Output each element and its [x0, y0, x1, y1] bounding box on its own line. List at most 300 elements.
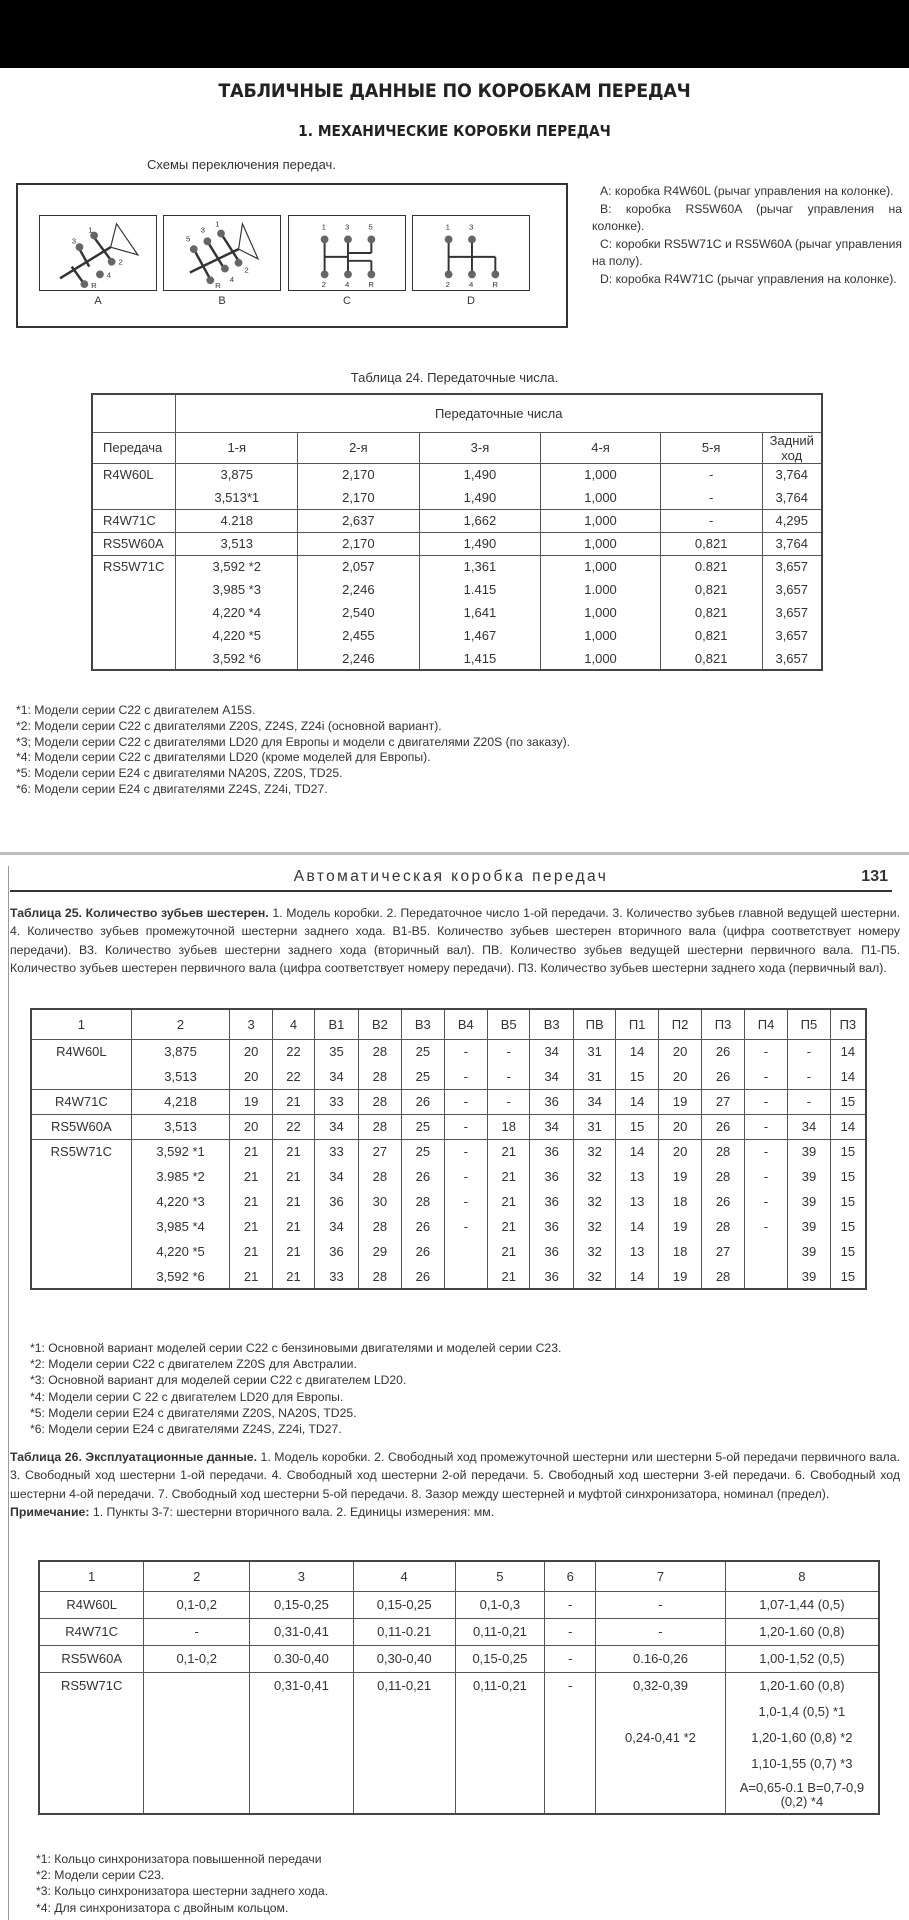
table-cell: В4: [444, 1009, 487, 1039]
svg-text:2: 2: [244, 265, 249, 275]
table-cell: 32: [573, 1139, 616, 1164]
table-cell: 26: [702, 1114, 744, 1139]
footnote: *3: Кольцо синхронизатора шестерни заднего хода.: [36, 1884, 329, 1899]
table-row: [31, 1264, 866, 1289]
table-cell: 1,000: [541, 532, 661, 555]
table-cell: 1,000: [541, 601, 661, 624]
table-header-row: [31, 1009, 866, 1039]
table-cell: 0,11-0,21: [455, 1618, 545, 1645]
table-cell: 27: [702, 1089, 744, 1114]
table-cell: 1,361: [419, 555, 541, 578]
table-cell: -: [660, 509, 762, 532]
table-cell: -: [545, 1591, 596, 1618]
table-cell: [444, 1239, 487, 1264]
table-cell: 21: [272, 1214, 314, 1239]
model-cell: [39, 1776, 144, 1814]
table-row: [92, 578, 822, 601]
legend-item: A: коробка R4W60L (рычаг управления на колонке).: [600, 184, 894, 198]
table-cell: [353, 1724, 455, 1750]
table-cell: 21: [272, 1164, 314, 1189]
table24-footnotes: [16, 703, 570, 798]
legend-item: C: коробки RS5W71C и RS5W60A (рычаг управления на полу).: [592, 236, 902, 268]
table-cell: 26: [402, 1164, 444, 1189]
table-cell: В5: [488, 1009, 530, 1039]
table-cell: 18: [658, 1189, 701, 1214]
table-cell: -: [596, 1618, 726, 1645]
table-cell: 39: [788, 1214, 830, 1239]
table-cell: 18: [488, 1114, 530, 1139]
table-cell: 21: [230, 1189, 272, 1214]
table-cell: [250, 1750, 354, 1776]
page-separator: [0, 852, 909, 855]
table-cell: 20: [658, 1064, 701, 1089]
table-cell: [545, 1776, 596, 1814]
table-cell: 13: [616, 1239, 658, 1264]
table-row: [31, 1189, 866, 1214]
page-left-edge: [8, 866, 9, 1920]
shift-diagrams-figure: [16, 183, 568, 328]
table-cell: 0,821: [660, 647, 762, 670]
table-cell: 4,218: [131, 1089, 230, 1114]
table-row: [39, 1618, 879, 1645]
table-cell: П2: [658, 1009, 701, 1039]
table-cell: 39: [788, 1164, 830, 1189]
table-cell: 19: [658, 1214, 701, 1239]
table-cell: П3: [830, 1009, 866, 1039]
table-row: [31, 1064, 866, 1089]
table-cell: 39: [788, 1189, 830, 1214]
page-number: 131: [861, 868, 888, 885]
table-cell: 0,11-0,21: [455, 1672, 545, 1698]
table26-note: 1. Пункты 3-7: шестерни вторичного вала. 2. Единицы измерения: мм.: [89, 1505, 495, 1520]
table-cell: 1,00-1,52 (0,5): [725, 1645, 879, 1672]
footnote: *2: Модели серии C23.: [36, 1868, 165, 1883]
table26-title: Таблица 26. Эксплуатационные данные.: [10, 1450, 257, 1464]
table-cell: [545, 1698, 596, 1724]
model-cell: R4W71C: [31, 1089, 131, 1114]
table-cell: 14: [616, 1089, 658, 1114]
table-cell: 27: [358, 1139, 401, 1164]
svg-text:1: 1: [88, 225, 93, 235]
group-header: Передаточные числа: [176, 394, 822, 432]
table-cell: 26: [702, 1064, 744, 1089]
table-cell: 28: [358, 1064, 401, 1089]
table-cell: 0,11-0,21: [353, 1672, 455, 1698]
table-cell: 35: [315, 1039, 358, 1064]
table-cell: 0.30-0,40: [250, 1645, 354, 1672]
table-cell: 32: [573, 1239, 616, 1264]
table-cell: -: [744, 1139, 787, 1164]
table-cell: 21: [230, 1139, 272, 1164]
table-cell: -: [744, 1039, 787, 1064]
table-cell: 0,1-0,2: [144, 1645, 250, 1672]
table-cell: 27: [702, 1239, 744, 1264]
table-cell: 28: [702, 1139, 744, 1164]
model-cell: [31, 1164, 131, 1189]
table-cell: 33: [315, 1139, 358, 1164]
page-title: ТАБЛИЧНЫЕ ДАННЫЕ ПО КОРОБКАМ ПЕРЕДАЧ: [218, 80, 691, 102]
model-cell: 1: [39, 1561, 144, 1591]
table-cell: 33: [315, 1264, 358, 1289]
table-cell: -: [444, 1214, 487, 1239]
table-cell: 26: [702, 1189, 744, 1214]
footnote: *6: Модели серии E24 с двигателями Z24S, Z24i, TD27.: [16, 781, 328, 796]
table-cell: 21: [230, 1264, 272, 1289]
table-cell: 1.000: [541, 578, 661, 601]
table-cell: 26: [402, 1264, 444, 1289]
table-cell: 0,31-0,41: [250, 1618, 354, 1645]
table-cell: 3: [230, 1009, 272, 1039]
table-cell: [744, 1264, 787, 1289]
table-cell: 3,985 *4: [131, 1214, 230, 1239]
table-cell: 3,764: [762, 532, 822, 555]
table-cell: 34: [788, 1114, 830, 1139]
table-cell: 21: [272, 1239, 314, 1264]
table-cell: 4.218: [176, 509, 298, 532]
diagram-label-c: C: [343, 295, 351, 307]
table-cell: 15: [830, 1164, 866, 1189]
shift-pattern-d-diagram: [412, 215, 530, 291]
table-cell: 20: [658, 1039, 701, 1064]
table-cell: [545, 1750, 596, 1776]
table-cell: 0.821: [660, 555, 762, 578]
table-cell: [144, 1698, 250, 1724]
table-row: [39, 1645, 879, 1672]
svg-text:2: 2: [321, 280, 327, 290]
model-cell: [31, 1064, 131, 1089]
table-cell: [455, 1750, 545, 1776]
table-cell: 1,20-1.60 (0,8): [725, 1672, 879, 1698]
table-cell: 21: [230, 1214, 272, 1239]
table-cell: 3,657: [762, 555, 822, 578]
table-cell: [744, 1239, 787, 1264]
table-cell: 4,220 *4: [176, 601, 298, 624]
model-cell: [39, 1750, 144, 1776]
table-cell: 31: [573, 1039, 616, 1064]
table-cell: 3: [250, 1561, 354, 1591]
running-header: [10, 868, 892, 892]
table-cell: 2: [131, 1009, 230, 1039]
table-row: [92, 486, 822, 509]
table26-description: Таблица 26. Эксплуатационные данные. 1. Модель коробки. 2. Свободный ход промежуточной шестерни или шестерни 5-ой передачи первичного вала. 3. Свободный ход шестерни 1-ой передачи. 4. Свободный ход шестерни 2-ой передачи. 5. Свободный ход шестерни 3-ей передачи. 6. Свободный ход шестерни 4-ой передачи. 7. Свободный ход шестерни 5-ой передачи. 8. Зазор между шестерней и муфтой синхронизатора, номинал (предел). Примечание: 1. Пункты 3-7: шестерни вторичного вала. 2. Единицы измерения: мм.: [10, 1450, 900, 1520]
table-cell: 14: [616, 1139, 658, 1164]
svg-text:4: 4: [469, 280, 474, 290]
table-cell: 2,170: [298, 463, 420, 486]
table-cell: 2,170: [298, 486, 420, 509]
table-cell: 0,821: [660, 601, 762, 624]
table-cell: 21: [488, 1214, 530, 1239]
svg-text:1: 1: [321, 222, 327, 232]
table-cell: 15: [830, 1189, 866, 1214]
model-cell: RS5W60A: [92, 532, 176, 555]
table-cell: 25: [402, 1139, 444, 1164]
table-cell: 15: [830, 1089, 866, 1114]
table-cell: -: [545, 1645, 596, 1672]
table-cell: 26: [402, 1239, 444, 1264]
table-cell: 21: [488, 1264, 530, 1289]
table-cell: 31: [573, 1064, 616, 1089]
table-cell: 1,662: [419, 509, 541, 532]
footnote: *6: Модели серии E24 с двигателями Z24S, Z24i, TD27.: [30, 1422, 342, 1437]
table-cell: -: [488, 1089, 530, 1114]
table-cell: -: [660, 486, 762, 509]
table26-note-label: Примечание:: [10, 1505, 90, 1520]
table-cell: 15: [830, 1239, 866, 1264]
table26-footnotes: [36, 1851, 328, 1916]
shift-pattern-c-diagram: [288, 215, 406, 291]
footnote: *5: Модели серии E24 с двигателями Z20S, NA20S, TD25.: [30, 1405, 357, 1420]
table-row: [39, 1672, 879, 1698]
table-header-row: [39, 1561, 879, 1591]
table-cell: 21: [272, 1139, 314, 1164]
table-cell: -: [744, 1089, 787, 1114]
table-header-row: Передача 1-я 2-я 3-я 4-я 5-я Задний ход: [92, 432, 822, 463]
table-cell: 0,1-0,2: [144, 1591, 250, 1618]
table-cell: 1,641: [419, 601, 541, 624]
table-cell: -: [788, 1089, 830, 1114]
table-cell: 3,764: [762, 463, 822, 486]
svg-text:R: R: [91, 281, 97, 290]
table-cell: 34: [315, 1214, 358, 1239]
model-cell: [39, 1698, 144, 1724]
model-cell: R4W60L: [39, 1591, 144, 1618]
table-cell: В3: [530, 1009, 573, 1039]
shift-pattern-d-icon: [413, 216, 529, 290]
table-cell: 20: [658, 1114, 701, 1139]
table-cell: [250, 1776, 354, 1814]
table-cell: 4: [353, 1561, 455, 1591]
table-cell: 1,10-1,55 (0,7) *3: [725, 1750, 879, 1776]
svg-text:3: 3: [71, 236, 77, 246]
table-cell: 1,490: [419, 532, 541, 555]
running-header-title: Автоматическая коробка передач: [293, 868, 609, 885]
table-cell: 32: [573, 1164, 616, 1189]
table-cell: 34: [315, 1164, 358, 1189]
table-cell: 21: [488, 1189, 530, 1214]
table-cell: 3,657: [762, 601, 822, 624]
model-cell: [92, 486, 176, 509]
table24-gear-ratios: [91, 393, 823, 671]
svg-text:3: 3: [345, 222, 350, 232]
footnote: *4: Для синхронизатора с двойным кольцом.: [36, 1900, 289, 1915]
table-cell: 34: [315, 1114, 358, 1139]
table-cell: 28: [358, 1164, 401, 1189]
footnote: *2: Модели серии C22 с двигателем Z20S для Австралии.: [30, 1357, 357, 1372]
svg-text:1: 1: [445, 222, 451, 232]
model-cell: [92, 601, 176, 624]
svg-text:3: 3: [200, 225, 205, 235]
table-cell: -: [545, 1672, 596, 1698]
table-cell: П1: [616, 1009, 658, 1039]
table-cell: 25: [402, 1114, 444, 1139]
shift-pattern-a-diagram: [39, 215, 157, 291]
svg-text:4: 4: [229, 275, 235, 285]
table-cell: 3,657: [762, 578, 822, 601]
table26-body: [39, 1561, 879, 1814]
model-cell: 1: [31, 1009, 131, 1039]
table-cell: 36: [530, 1239, 573, 1264]
table-row: [31, 1039, 866, 1064]
table-cell: [353, 1698, 455, 1724]
svg-text:4: 4: [106, 270, 112, 280]
model-cell: RS5W60A: [39, 1645, 144, 1672]
table-cell: 0,15-0,25: [353, 1591, 455, 1618]
table-cell: 7: [596, 1561, 726, 1591]
table-row: [31, 1089, 866, 1114]
table-cell: 14: [616, 1214, 658, 1239]
model-cell: [92, 647, 176, 670]
shift-pattern-b-diagram: [163, 215, 281, 291]
table-cell: 3,592 *1: [131, 1139, 230, 1164]
table-cell: 1,20-1.60 (0,8): [725, 1618, 879, 1645]
table-cell: 3,657: [762, 647, 822, 670]
svg-text:R: R: [368, 280, 375, 290]
table26-operational-data: [38, 1560, 880, 1815]
table-cell: 20: [230, 1114, 272, 1139]
table-cell: [144, 1750, 250, 1776]
table-cell: 1,07-1,44 (0,5): [725, 1591, 879, 1618]
table-cell: 1,467: [419, 624, 541, 647]
table-cell: 1,000: [541, 647, 661, 670]
top-black-bar: [0, 0, 909, 68]
table-cell: 28: [358, 1214, 401, 1239]
table-cell: В2: [358, 1009, 401, 1039]
table-cell: 34: [315, 1064, 358, 1089]
diagram-label-a: A: [94, 295, 102, 307]
table-cell: 0,11-0.21: [353, 1618, 455, 1645]
table-cell: 26: [702, 1039, 744, 1064]
table-cell: 28: [402, 1189, 444, 1214]
table-cell: -: [744, 1064, 787, 1089]
svg-text:R: R: [492, 280, 499, 290]
table-cell: 21: [272, 1264, 314, 1289]
table-row: [39, 1750, 879, 1776]
table-cell: -: [596, 1591, 726, 1618]
table-cell: 2,170: [298, 532, 420, 555]
table-cell: -: [744, 1164, 787, 1189]
table-cell: -: [444, 1039, 487, 1064]
table-cell: 30: [358, 1189, 401, 1214]
table-cell: -: [444, 1089, 487, 1114]
table-cell: 19: [658, 1164, 701, 1189]
table-cell: [144, 1776, 250, 1814]
table-cell: 36: [530, 1164, 573, 1189]
table-cell: 15: [830, 1264, 866, 1289]
table-cell: 21: [488, 1139, 530, 1164]
table-cell: 18: [658, 1239, 701, 1264]
table-cell: -: [660, 463, 762, 486]
diagram-legend: [592, 183, 902, 288]
table-cell: 28: [358, 1089, 401, 1114]
table-row: [31, 1139, 866, 1164]
shift-pattern-c-icon: [289, 216, 405, 290]
table-cell: 3,513: [131, 1064, 230, 1089]
table-cell: 15: [616, 1114, 658, 1139]
table-row: [92, 532, 822, 555]
table-cell: 28: [358, 1264, 401, 1289]
table-cell: 3,875: [176, 463, 298, 486]
table-cell: 34: [530, 1114, 573, 1139]
table-row: [31, 1214, 866, 1239]
table-cell: [250, 1698, 354, 1724]
table-cell: 0,1-0,3: [455, 1591, 545, 1618]
table-cell: 4,220 *5: [176, 624, 298, 647]
table25-gear-teeth: [30, 1008, 867, 1290]
table-cell: 36: [530, 1189, 573, 1214]
table-cell: 3.985 *2: [131, 1164, 230, 1189]
table-cell: [455, 1698, 545, 1724]
table-cell: 39: [788, 1239, 830, 1264]
table-cell: 19: [658, 1264, 701, 1289]
table-row: [39, 1724, 879, 1750]
table-cell: 0,821: [660, 624, 762, 647]
model-cell: R4W60L: [31, 1039, 131, 1064]
table-cell: 33: [315, 1089, 358, 1114]
table-cell: 13: [616, 1189, 658, 1214]
table-cell: [455, 1724, 545, 1750]
table-cell: 28: [702, 1264, 744, 1289]
table-cell: 1.415: [419, 578, 541, 601]
table-cell: 14: [830, 1114, 866, 1139]
table-cell: 20: [658, 1139, 701, 1164]
table-cell: 2,246: [298, 647, 420, 670]
table-cell: 1,415: [419, 647, 541, 670]
table-cell: 34: [573, 1089, 616, 1114]
table-cell: 2: [144, 1561, 250, 1591]
table-row: [92, 394, 822, 432]
table24-body: [92, 463, 822, 670]
table-cell: 14: [616, 1039, 658, 1064]
table-cell: 32: [573, 1264, 616, 1289]
table-cell: 0,32-0,39: [596, 1672, 726, 1698]
table-cell: 28: [358, 1114, 401, 1139]
table-cell: 20: [230, 1064, 272, 1089]
table-cell: 19: [658, 1089, 701, 1114]
table-cell: [144, 1672, 250, 1698]
table-cell: 26: [402, 1214, 444, 1239]
table-cell: 4,220 *5: [131, 1239, 230, 1264]
shift-pattern-b-icon: [164, 216, 280, 290]
table-cell: -: [545, 1618, 596, 1645]
table-cell: 21: [488, 1164, 530, 1189]
table-cell: 21: [272, 1089, 314, 1114]
footnote: *1: Модели серии C22 с двигателем A15S.: [16, 703, 256, 717]
table25-description: Таблица 25. Количество зубьев шестерен. 1. Модель коробки. 2. Передаточное число 1-ой передачи. 3. Количество зубьев главной ведущей шестерни. 4. Количество зубьев промежуточной шестерни заднего хода. В1-В5. Количество зубьев шестерен вторичного вала (цифра соответствует номеру передачи). В3. Количество зубьев шестерни заднего хода (вторичный вал). ПВ. Количество зубьев ведущей шестерни первичного вала. П1-П5. Количество зубьев шестерен первичного вала (цифра соответствует номеру передачи). П3. Количество зубьев шестерни заднего хода (первичный вал).: [10, 906, 900, 976]
svg-text:3: 3: [469, 222, 474, 232]
model-cell: RS5W71C: [39, 1672, 144, 1698]
table-cell: 1,000: [541, 555, 661, 578]
table-row: [31, 1114, 866, 1139]
table-cell: 1,490: [419, 463, 541, 486]
table-cell: 1,0-1,4 (0,5) *1: [725, 1698, 879, 1724]
table-cell: 3,513*1: [176, 486, 298, 509]
footnote: *4: Модели серии C 22 с двигателем LD20 для Европы.: [30, 1389, 344, 1404]
legend-item: D: коробка R4W71C (рычаг управления на колонке).: [600, 271, 897, 286]
table-cell: В1: [315, 1009, 358, 1039]
table-cell: 20: [230, 1039, 272, 1064]
footnote: *2: Модели серии C22 с двигателями Z20S, Z24S, Z24i (основной вариант).: [16, 718, 442, 733]
table-cell: 26: [402, 1089, 444, 1114]
table-cell: -: [788, 1064, 830, 1089]
table-cell: 22: [272, 1064, 314, 1089]
svg-text:R: R: [215, 281, 221, 290]
table-cell: A=0,65-0.1 B=0,7-0,9 (0,2) *4: [725, 1776, 879, 1814]
table-cell: [144, 1724, 250, 1750]
svg-text:2: 2: [118, 257, 123, 267]
table-cell: [545, 1724, 596, 1750]
table-cell: 15: [830, 1214, 866, 1239]
table-cell: 36: [530, 1264, 573, 1289]
